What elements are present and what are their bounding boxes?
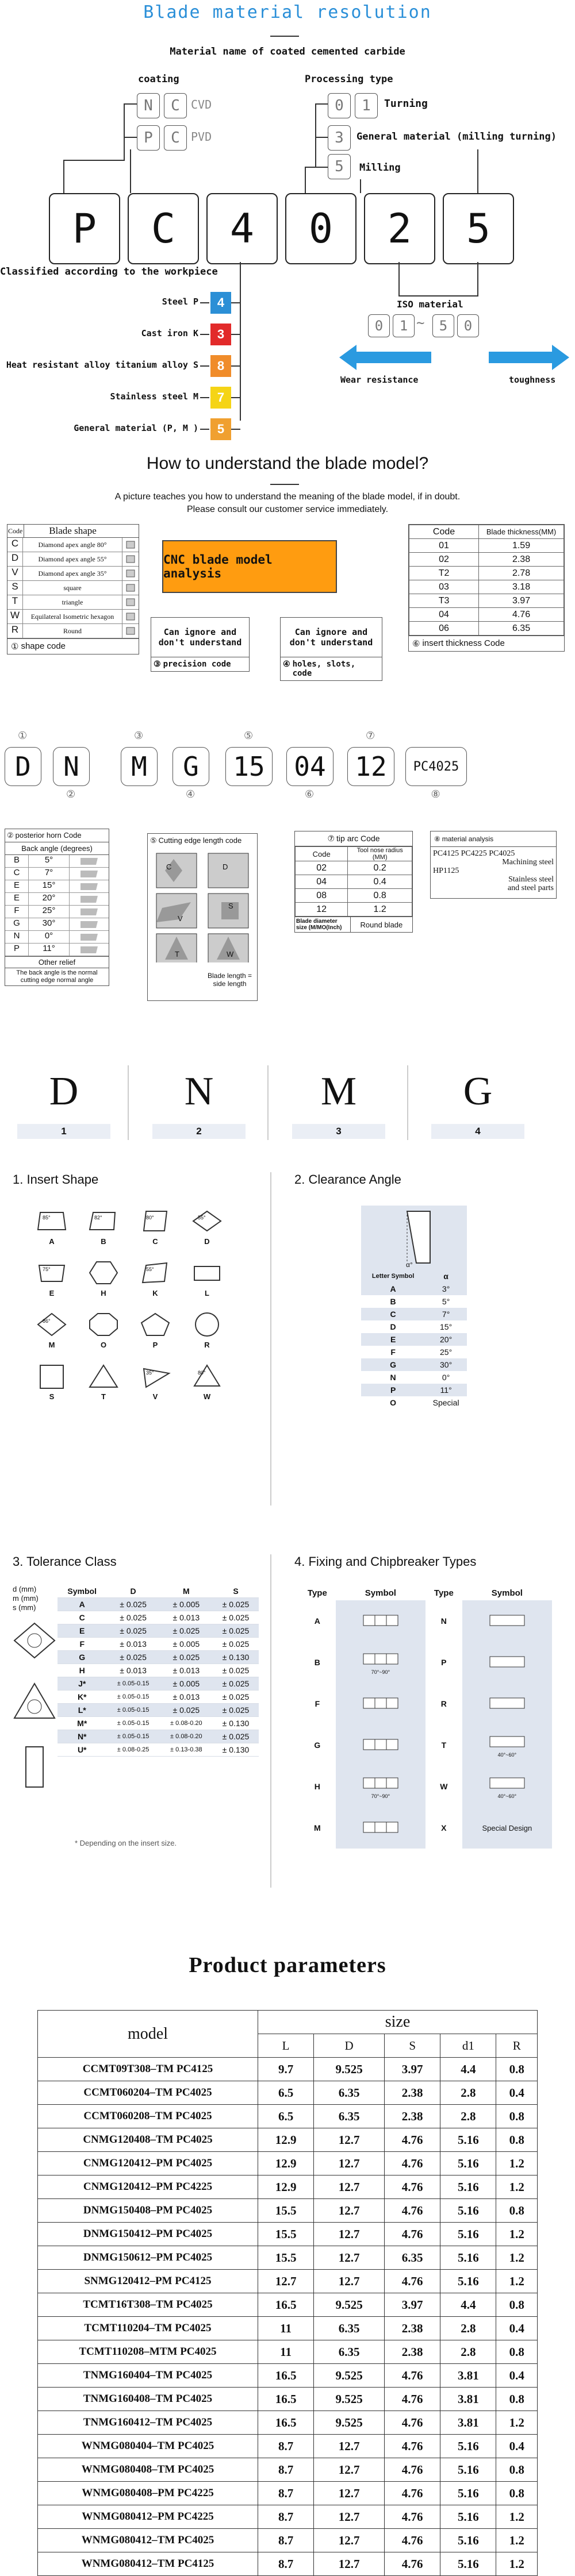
relief-icon	[70, 944, 109, 956]
workpiece-label-1: Cast iron K	[141, 328, 198, 338]
fixing-symbol-icon: 70°~90°	[336, 1642, 425, 1683]
product-row: TNMG160408–TM PC4025 16.5 9.525 4.76 3.81 0.8	[38, 2388, 538, 2411]
insert-shape-icon	[34, 1207, 69, 1235]
product-row: CCMT060208–TM PC4025 6.5 6.35 2.38 2.8 0.8	[38, 2105, 538, 2128]
insert-shape-v: 35° V	[132, 1362, 178, 1401]
thickness-row: 02 2.38	[409, 553, 564, 567]
clearance-row: D 15°	[361, 1320, 467, 1333]
relief-row: B 5°	[5, 855, 109, 868]
model-code-3: G	[172, 747, 209, 786]
model-code-0: D	[5, 747, 41, 786]
shape-icon	[122, 567, 139, 580]
big-code-c: C	[128, 193, 199, 264]
iso-box-0b: 0	[457, 314, 479, 337]
relief-icon	[70, 868, 109, 880]
proc-box-1: 1	[355, 93, 378, 118]
thickness-row: 06 6.35	[409, 622, 564, 636]
tolerance-diagram-icon	[12, 1620, 57, 1810]
shape-row: C Diamond apex angle 80°	[7, 538, 139, 552]
fixing-symbol-icon	[462, 1600, 552, 1642]
relief-row: C 7°	[5, 868, 109, 880]
shape-code-table	[7, 524, 139, 654]
title2-underline	[270, 484, 299, 485]
product-table	[37, 2010, 538, 2576]
product-row: TCMT16T308–TM PC4025 16.5 9.525 3.97 4.4 0.8	[38, 2293, 538, 2317]
tip-row: 12 1.2	[296, 903, 412, 917]
clearance-title: 2. Clearance Angle	[294, 1172, 401, 1187]
code-letter-3: G	[463, 1069, 493, 1114]
fixing-symbol-icon	[462, 1683, 552, 1724]
clearance-table: Letter Symbol α A 3° B 5° C 7° D 15° E 20° F 25° G 30° N 0° P 11° O Special	[361, 1270, 467, 1409]
product-row: DNMG150612–PM PC4025 15.5 12.7 6.35 5.16 1.2	[38, 2246, 538, 2270]
big-code-p: P	[49, 193, 120, 264]
tip-row: 08 0.8	[296, 889, 412, 903]
model-num-2: ③	[134, 730, 144, 741]
product-row: WNMG080412–PM PC4225 8.7 12.7 4.76 5.16 1.2	[38, 2505, 538, 2529]
tolerance-row: H ± 0.013 ± 0.013 ± 0.025	[57, 1664, 259, 1677]
fixing-symbol-icon	[336, 1807, 425, 1849]
product-row: CCMT060204–TM PC4025 6.5 6.35 2.38 2.8 0.4	[38, 2081, 538, 2105]
shape-row: S square	[7, 581, 139, 595]
insert-shape-icon	[86, 1207, 121, 1235]
coating-pvd: PVD	[191, 130, 212, 144]
model-num-7: ⑧	[431, 788, 440, 800]
insert-shape-a: 85° A	[29, 1207, 75, 1246]
insert-shape-o: O	[80, 1310, 126, 1349]
tip-row: 04 0.4	[296, 875, 412, 889]
insert-shape-icon	[138, 1310, 172, 1339]
big-code-4: 4	[206, 193, 278, 264]
tolerance-table: Symbol D M S A ± 0.025 ± 0.005 ± 0.025 C ± 0.025 ± 0.013 ± 0.025 E ± 0.025 ± 0.025 ± 0.025 F ± 0.013 ± 0.005 ± 0.025 G ± 0.025 ± 0.025 ± 0.130 H ± 0.013 ± 0.013 ± 0.025 J* ± 0.05-0.15 ± 0.005 ± 0.025 K* ± 0.05-0.15 ± 0.013 ± 0.025 L* ± 0.05-0.15 ± 0.025 ± 0.025 M* ± 0.05-0.15 ± 0.08-0.20 ± 0.130 N* ± 0.05-0.15 ± 0.08-0.20 ± 0.025 U* ± 0.08-0.25 ± 0.13-0.38 ± 0.130	[57, 1585, 259, 1757]
clearance-row: G 30°	[361, 1358, 467, 1371]
tolerance-row: L* ± 0.05-0.15 ± 0.025 ± 0.025	[57, 1704, 259, 1717]
relief-row: N 0°	[5, 931, 109, 944]
relief-row: F 25°	[5, 906, 109, 918]
product-row: CNMG120412–PM PC4025 12.9 12.7 4.76 5.16 1.2	[38, 2152, 538, 2175]
insert-shape-icon	[34, 1310, 69, 1339]
model-code-4: 15	[225, 747, 273, 786]
insert-shape-d: 55° D	[184, 1207, 230, 1246]
proc-general: General material (milling turning)	[356, 131, 557, 143]
relief-row: G 30°	[5, 918, 109, 931]
fixing-table: Type Symbol Type Symbol A N B 70°~90° P F R G T 40°~60° H 70°~90° W 40°~60° M X Special Design	[299, 1586, 552, 1849]
size-col-r: R	[496, 2034, 538, 2058]
insert-shape-h: H	[80, 1258, 126, 1297]
shape-icon	[122, 624, 139, 638]
fixing-row: G T 40°~60°	[299, 1724, 552, 1766]
big-code-2: 2	[364, 193, 435, 264]
tip-arc-table: ⑦ tip arc Code Code Tool nose radius (MM) 02 0.2 04 0.4 08 0.8 12 1.2 Blade diameter size (M/MO(Inch) Round blade	[294, 831, 413, 933]
intro-line2: Please consult our customer service immediately.	[186, 505, 389, 514]
title-underline	[270, 36, 299, 37]
workpiece-code-2: 8	[210, 355, 231, 377]
clearance-row: E 20°	[361, 1333, 467, 1346]
product-row: TNMG160404–TM PC4025 16.5 9.525 4.76 3.81 0.4	[38, 2364, 538, 2388]
tolerance-row: A ± 0.025 ± 0.005 ± 0.025	[57, 1598, 259, 1611]
fixing-row: H 70°~90° W 40°~60°	[299, 1766, 552, 1807]
holes-code-box: Can ignore and don't understand ④ holes, slots, code	[280, 617, 382, 681]
thickness-row: 04 4.76	[409, 608, 564, 622]
clearance-row: B 5°	[361, 1295, 467, 1308]
insert-shape-icon	[190, 1362, 224, 1391]
size-col-l: L	[258, 2034, 314, 2058]
fixing-symbol-icon: 70°~90°	[336, 1766, 425, 1807]
clearance-row: A 3°	[361, 1283, 467, 1295]
model-num-3: ④	[186, 788, 195, 800]
fixing-symbol-icon	[336, 1724, 425, 1766]
wear-resistance: Wear resistance	[340, 375, 419, 385]
thickness-row: 01 1.59	[409, 539, 564, 553]
product-row: WNMG080408–PM PC4225 8.7 12.7 4.76 5.16 0.8	[38, 2482, 538, 2505]
proc-milling: Milling	[359, 162, 401, 174]
shape-hdr-code: Code	[7, 525, 24, 538]
workpiece-code-4: 5	[210, 418, 231, 440]
tolerance-title: 3. Tolerance Class	[13, 1554, 117, 1569]
shape-hdr-shape: Blade shape	[49, 525, 97, 536]
tip-row: 02 0.2	[296, 861, 412, 875]
insert-shape-c: 80° C	[132, 1207, 178, 1246]
product-row: TCMT110208–MTM PC4025 11 6.35 2.38 2.8 0.8	[38, 2340, 538, 2364]
clearance-row: C 7°	[361, 1308, 467, 1320]
size-col-d: D	[314, 2034, 385, 2058]
insert-shape-t: T	[80, 1362, 126, 1401]
coating-box-c1: C	[164, 93, 187, 118]
thickness-row: T2 2.78	[409, 567, 564, 580]
coating-label: coating	[138, 74, 179, 85]
insert-shape-icon	[34, 1362, 69, 1391]
fixing-symbol-icon	[462, 1642, 552, 1683]
workpiece-label-2: Heat resistant alloy titanium alloy S	[6, 360, 198, 370]
precision-code-box: Can ignore and don't understand ③ precision code	[151, 617, 250, 672]
size-col-d1: d1	[440, 2034, 496, 2058]
model-num-6: ⑦	[366, 730, 375, 741]
product-row: TCMT110204–TM PC4025 11 6.35 2.38 2.8 0.4	[38, 2317, 538, 2340]
fixing-symbol-icon: Special Design	[462, 1807, 552, 1849]
iso-box-0: 0	[368, 314, 390, 337]
thickness-row: 03 3.18	[409, 580, 564, 594]
tolerance-row: J* ± 0.05-0.15 ± 0.005 ± 0.025	[57, 1677, 259, 1691]
fixing-row: A N	[299, 1600, 552, 1642]
tolerance-legend: d (mm) m (mm) s (mm)	[13, 1585, 39, 1612]
model-num-4: ⑤	[244, 730, 254, 741]
tolerance-row: K* ± 0.05-0.15 ± 0.013 ± 0.025	[57, 1691, 259, 1704]
relief-angle-table: ② posterior horn Code Back angle (degrees) B 5° C 7° E 15° E 20° F 25° G 30° N 0° P 11° Other relief The back angle is the normal cutting edge normal angle	[5, 829, 109, 986]
model-num-1: ②	[66, 788, 76, 800]
product-row: DNMG150412–PM PC4025 15.5 12.7 4.76 5.16 1.2	[38, 2223, 538, 2246]
insert-shape-icon	[138, 1207, 172, 1235]
code-letter-0: D	[49, 1069, 79, 1114]
product-row: WNMG080412–TM PC4125 8.7 12.7 4.76 5.16 1.2	[38, 2552, 538, 2576]
shape-icon	[122, 538, 139, 552]
model-code-2: M	[121, 747, 158, 786]
insert-shape-b: 82° B	[80, 1207, 126, 1246]
iso-tilde: ~	[416, 315, 425, 331]
clearance-row: O Special	[361, 1396, 467, 1409]
relief-row: E 15°	[5, 880, 109, 893]
coating-box-n: N	[137, 93, 160, 118]
iso-box-1: 1	[393, 314, 415, 337]
model-num-0: ①	[18, 730, 28, 741]
model-header: model	[38, 2011, 258, 2058]
shape-icon	[122, 552, 139, 566]
coating-box-c2: C	[164, 125, 187, 151]
shape-row: V Diamond apex angle 35°	[7, 567, 139, 581]
shape-row: W Equilateral Isometric hexagon	[7, 610, 139, 624]
shape-icon	[122, 581, 139, 595]
big-code-0: 0	[285, 193, 356, 264]
proc-box-3: 3	[328, 125, 351, 151]
insert-shape-p: P	[132, 1310, 178, 1349]
model-code-1: N	[53, 747, 90, 786]
workpiece-label: Classified according to the workpiece	[0, 266, 218, 278]
insert-shape-w: 80° W	[184, 1362, 230, 1401]
code-num-2: 3	[292, 1124, 385, 1139]
insert-shape-grid	[29, 1207, 247, 1401]
fixing-row: B 70°~90° P	[299, 1642, 552, 1683]
tolerance-row: F ± 0.013 ± 0.005 ± 0.025	[57, 1638, 259, 1651]
big-code-5: 5	[443, 193, 514, 264]
fixing-symbol-icon	[336, 1600, 425, 1642]
insert-shape-icon	[138, 1362, 172, 1391]
shape-icon	[122, 610, 139, 623]
shape-row: R Round	[7, 624, 139, 638]
shape-row: T triangle	[7, 595, 139, 610]
clearance-row: F 25°	[361, 1346, 467, 1358]
material-analysis-box: ⑧ material analysis PC4125 PC4225 PC4025 Machining steel HP1125 Stainless steel and steel parts	[430, 831, 557, 899]
tolerance-note: * Depending on the insert size.	[75, 1839, 177, 1847]
shape-footer: ① shape code	[7, 638, 139, 654]
section1-title: Blade material resolution	[143, 2, 432, 22]
tolerance-row: U* ± 0.08-0.25 ± 0.13-0.38 ± 0.130	[57, 1743, 259, 1757]
workpiece-label-0: Steel P	[162, 297, 198, 307]
section2-title: How to understand the blade model?	[146, 454, 429, 473]
fixing-symbol-icon: 40°~60°	[462, 1766, 552, 1807]
insert-shape-icon	[86, 1310, 121, 1339]
model-code-5: 04	[286, 747, 334, 786]
coating-cvd: CVD	[191, 98, 212, 111]
insert-shape-icon	[34, 1258, 69, 1287]
relief-icon	[70, 906, 109, 918]
thickness-table: Code Blade thickness(MM) 01 1.59 02 2.38 T2 2.78 03 3.18 T3 3.97 04 4.76 06 6.35 ⑥ insert thickness Code	[408, 524, 565, 652]
shape-row: D Diamond apex angle 55°	[7, 552, 139, 567]
product-row: CNMG120408–TM PC4025 12.9 12.7 4.76 5.16 0.8	[38, 2128, 538, 2152]
fixing-symbol-icon: 40°~60°	[462, 1724, 552, 1766]
fixing-row: M X Special Design	[299, 1807, 552, 1849]
relief-icon	[70, 931, 109, 943]
relief-icon	[70, 880, 109, 892]
insert-shape-icon	[86, 1258, 121, 1287]
shape-icon	[122, 595, 139, 609]
insert-shape-icon	[86, 1362, 121, 1391]
product-title: Product parameters	[189, 1953, 386, 1977]
insert-shape-r: R	[184, 1310, 230, 1349]
model-code-6: 12	[347, 747, 394, 786]
clearance-diagram: α°	[361, 1206, 467, 1270]
insert-shape-icon	[138, 1258, 172, 1287]
workpiece-code-0: 4	[210, 292, 231, 314]
model-code-7: PC4025	[405, 747, 467, 786]
product-row: TNMG160412–TM PC4025 16.5 9.525 4.76 3.81 1.2	[38, 2411, 538, 2435]
workpiece-code-1: 3	[210, 324, 231, 345]
relief-row: P 11°	[5, 944, 109, 956]
fixing-title: 4. Fixing and Chipbreaker Types	[294, 1554, 477, 1569]
product-row: SNMG120412–PM PC4125 12.7 12.7 4.76 5.16 1.2	[38, 2270, 538, 2293]
code-letter-1: N	[184, 1069, 214, 1114]
size-header: size	[258, 2011, 538, 2034]
workpiece-code-3: 7	[210, 387, 231, 409]
tolerance-row: C ± 0.025 ± 0.013 ± 0.025	[57, 1611, 259, 1624]
relief-icon	[70, 855, 109, 867]
insert-shape-e: 75° E	[29, 1258, 75, 1297]
product-row: WNMG080404–TM PC4025 8.7 12.7 4.76 5.16 0.4	[38, 2435, 538, 2458]
insert-shape-k: 55° K	[132, 1258, 178, 1297]
code-letter-2: M	[320, 1069, 357, 1114]
clearance-row: N 0°	[361, 1371, 467, 1384]
intro-line1: A picture teaches you how to understand the meaning of the blade model, if in doubt.	[114, 492, 461, 502]
insert-shape-s: S	[29, 1362, 75, 1401]
insert-shape-icon	[190, 1207, 224, 1235]
tolerance-row: M* ± 0.05-0.15 ± 0.08-0.20 ± 0.130	[57, 1717, 259, 1730]
arrows-icon	[339, 345, 575, 373]
tolerance-row: E ± 0.025 ± 0.025 ± 0.025	[57, 1624, 259, 1638]
insert-shape-icon	[190, 1310, 224, 1339]
fixing-row: F R	[299, 1683, 552, 1724]
coating-box-p: P	[137, 125, 160, 151]
edge-shapes-icon	[148, 848, 257, 962]
thickness-row: T3 3.97	[409, 594, 564, 608]
clearance-row: P 11°	[361, 1384, 467, 1396]
iso-box-5: 5	[432, 314, 454, 337]
toughness: toughness	[509, 375, 556, 385]
product-row: CCMT09T308–TM PC4125 9.7 9.525 3.97 4.4 0.8	[38, 2058, 538, 2081]
size-col-s: S	[385, 2034, 440, 2058]
insert-shape-icon	[190, 1258, 224, 1287]
code-num-3: 4	[431, 1124, 524, 1139]
iso-label: ISO material	[397, 299, 463, 310]
clearance-angle-icon	[361, 1206, 467, 1270]
product-row: CNMG120412–PM PC4225 12.9 12.7 4.76 5.16 1.2	[38, 2175, 538, 2199]
processing-label: Processing type	[305, 74, 393, 85]
workpiece-label-4: General material (P, M )	[74, 423, 198, 433]
relief-icon	[70, 893, 109, 905]
product-row: WNMG080412–TM PC4025 8.7 12.7 4.76 5.16 1.2	[38, 2529, 538, 2552]
tolerance-row: N* ± 0.05-0.15 ± 0.08-0.20 ± 0.025	[57, 1730, 259, 1743]
product-row: DNMG150408–PM PC4025 15.5 12.7 4.76 5.16 0.8	[38, 2199, 538, 2223]
relief-row: E 20°	[5, 893, 109, 906]
section1-subtitle: Material name of coated cemented carbide	[170, 46, 405, 57]
proc-box-5: 5	[328, 154, 351, 179]
insert-shape-title: 1. Insert Shape	[13, 1172, 99, 1187]
tolerance-row: G ± 0.025 ± 0.025 ± 0.130	[57, 1651, 259, 1664]
model-num-5: ⑥	[305, 788, 315, 800]
code-num-1: 2	[152, 1124, 246, 1139]
cnc-analysis-box: CNC blade model analysis	[162, 540, 337, 593]
workpiece-label-3: Stainless steel M	[110, 391, 198, 402]
relief-icon	[70, 918, 109, 930]
edge-length-box: ⑤ Cutting edge length code C D V S T W Blade length = side length	[147, 833, 258, 1001]
product-row: WNMG080408–TM PC4025 8.7 12.7 4.76 5.16 0.8	[38, 2458, 538, 2482]
proc-turning: Turning	[384, 98, 428, 110]
proc-box-0: 0	[328, 93, 351, 118]
insert-shape-l: L	[184, 1258, 230, 1297]
insert-shape-m: 86° M	[29, 1310, 75, 1349]
fixing-symbol-icon	[336, 1683, 425, 1724]
code-num-0: 1	[17, 1124, 110, 1139]
